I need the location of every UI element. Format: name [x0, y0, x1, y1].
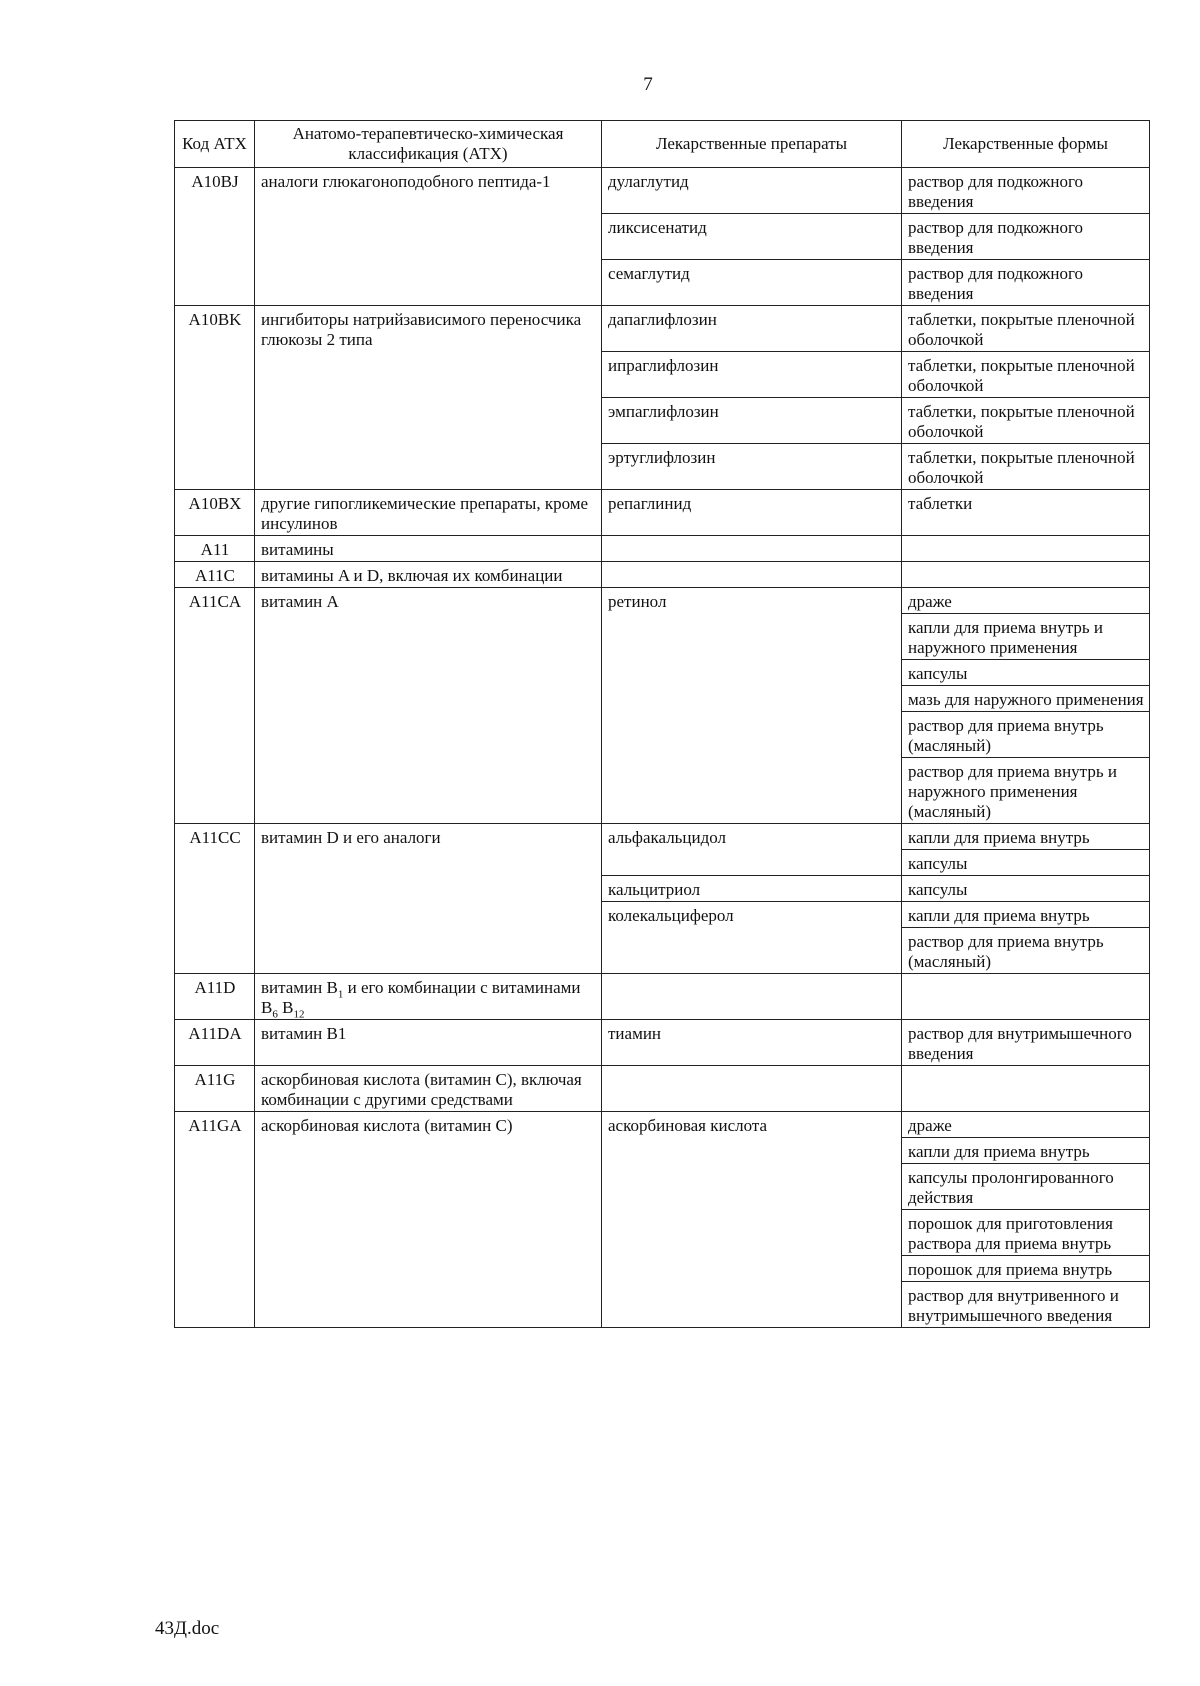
- atc-name-cell: аналоги глюкагоноподобного пептида-1: [255, 168, 602, 306]
- drug-name-cell: альфакальцидол: [602, 824, 902, 876]
- dosage-form-cell: таблетки, покрытые пленочной оболочкой: [902, 352, 1150, 398]
- drug-name-cell: эртуглифлозин: [602, 444, 902, 490]
- drug-name-cell: репаглинид: [602, 490, 902, 536]
- drug-name-cell: [602, 974, 902, 1020]
- drug-name-cell: ретинол: [602, 588, 902, 824]
- dosage-form-cell: капли для приема внутрь: [902, 1138, 1150, 1164]
- dosage-form-cell: раствор для внутривенного и внутримышечного введения: [902, 1282, 1150, 1328]
- dosage-form-cell: раствор для подкожного введения: [902, 168, 1150, 214]
- atc-name-cell: витамины A и D, включая их комбинации: [255, 562, 602, 588]
- dosage-form-cell: порошок для приема внутрь: [902, 1256, 1150, 1282]
- dosage-form-cell: капли для приема внутрь: [902, 824, 1150, 850]
- drug-name-cell: колекальциферол: [602, 902, 902, 974]
- dosage-form-cell: раствор для подкожного введения: [902, 214, 1150, 260]
- atc-name-cell: аскорбиновая кислота (витамин C), включая комбинации с другими средствами: [255, 1066, 602, 1112]
- dosage-form-cell: раствор для приема внутрь (масляный): [902, 928, 1150, 974]
- table-row: [175, 536, 1150, 562]
- drug-name-cell: дапаглифлозин: [602, 306, 902, 352]
- table-header-row: [175, 121, 1150, 168]
- dosage-form-cell: раствор для приема внутрь (масляный): [902, 712, 1150, 758]
- table-row: [175, 974, 1150, 1020]
- table-row: [175, 588, 1150, 614]
- dosage-form-cell: таблетки: [902, 490, 1150, 536]
- subscript: 6: [272, 1008, 278, 1021]
- dosage-form-cell: драже: [902, 588, 1150, 614]
- dosage-form-cell: [902, 974, 1150, 1020]
- atc-name-cell: ингибиторы натрийзависимого переносчика глюкозы 2 типа: [255, 306, 602, 490]
- atc-name-text: и его комбинации с витаминами B: [261, 978, 581, 1017]
- drug-name-cell: ликсисенатид: [602, 214, 902, 260]
- atc-name-cell: витамин D и его аналоги: [255, 824, 602, 974]
- dosage-form-cell: капли для приема внутрь: [902, 902, 1150, 928]
- atc-name-text: B: [277, 998, 294, 1017]
- dosage-form-cell: раствор для внутримышечного введения: [902, 1020, 1150, 1066]
- dosage-form-cell: драже: [902, 1112, 1150, 1138]
- header-code: Код АТХ: [175, 121, 255, 168]
- atc-name-cell: витамин B1: [255, 1020, 602, 1066]
- dosage-form-cell: мазь для наружного применения: [902, 686, 1150, 712]
- atc-name-cell: [255, 974, 602, 1020]
- table-row: [175, 1066, 1150, 1112]
- subscript: 12: [293, 1008, 305, 1021]
- dosage-form-cell: капсулы: [902, 660, 1150, 686]
- table-row: [175, 168, 1150, 214]
- dosage-form-cell: [902, 1066, 1150, 1112]
- drug-classification-table: [174, 120, 1150, 1328]
- drug-name-cell: дулаглутид: [602, 168, 902, 214]
- atc-name-cell: другие гипогликемические препараты, кроме инсулинов: [255, 490, 602, 536]
- atc-name-cell: аскорбиновая кислота (витамин C): [255, 1112, 602, 1328]
- dosage-form-cell: раствор для приема внутрь и наружного применения (масляный): [902, 758, 1150, 824]
- drug-name-cell: семаглутид: [602, 260, 902, 306]
- dosage-form-cell: капли для приема внутрь и наружного применения: [902, 614, 1150, 660]
- dosage-form-cell: капсулы: [902, 876, 1150, 902]
- header-drugs: Лекарственные препараты: [602, 121, 902, 168]
- drug-name-cell: кальцитриол: [602, 876, 902, 902]
- atc-code-cell: A11G: [175, 1066, 255, 1112]
- atc-code-cell: A10BJ: [175, 168, 255, 306]
- dosage-form-cell: таблетки, покрытые пленочной оболочкой: [902, 306, 1150, 352]
- drug-name-cell: аскорбиновая кислота: [602, 1112, 902, 1328]
- drug-name-cell: [602, 536, 902, 562]
- table-row: [175, 490, 1150, 536]
- table-body: [175, 168, 1150, 1328]
- header-forms: Лекарственные формы: [902, 121, 1150, 168]
- atc-code-cell: A11DA: [175, 1020, 255, 1066]
- header-classification: Анатомо-терапевтическо-химическая классификация (АТХ): [255, 121, 602, 168]
- dosage-form-cell: раствор для подкожного введения: [902, 260, 1150, 306]
- dosage-form-cell: таблетки, покрытые пленочной оболочкой: [902, 398, 1150, 444]
- drug-name-cell: эмпаглифлозин: [602, 398, 902, 444]
- atc-code-cell: A11: [175, 536, 255, 562]
- table-row: [175, 1112, 1150, 1138]
- atc-code-cell: A11CC: [175, 824, 255, 974]
- drug-name-cell: тиамин: [602, 1020, 902, 1066]
- dosage-form-cell: таблетки, покрытые пленочной оболочкой: [902, 444, 1150, 490]
- table-row: [175, 824, 1150, 850]
- dosage-form-cell: [902, 562, 1150, 588]
- atc-name-cell: витамины: [255, 536, 602, 562]
- atc-code-cell: A11CA: [175, 588, 255, 824]
- footer-filename: 43Д.doc: [155, 1618, 220, 1639]
- dosage-form-cell: капсулы пролонгированного действия: [902, 1164, 1150, 1210]
- table-row: [175, 1020, 1150, 1066]
- table-row: [175, 306, 1150, 352]
- subscript: 1: [337, 988, 344, 1001]
- dosage-form-cell: капсулы: [902, 850, 1150, 876]
- drug-name-cell: [602, 562, 902, 588]
- atc-code-cell: A11C: [175, 562, 255, 588]
- table-row: [175, 562, 1150, 588]
- drug-name-cell: ипраглифлозин: [602, 352, 902, 398]
- atc-name-text: витамин B: [261, 978, 338, 997]
- page-number: 7: [643, 74, 653, 95]
- atc-name-cell: витамин A: [255, 588, 602, 824]
- atc-code-cell: A10BX: [175, 490, 255, 536]
- atc-code-cell: A11D: [175, 974, 255, 1020]
- drug-name-cell: [602, 1066, 902, 1112]
- dosage-form-cell: порошок для приготовления раствора для приема внутрь: [902, 1210, 1150, 1256]
- atc-code-cell: A10BK: [175, 306, 255, 490]
- dosage-form-cell: [902, 536, 1150, 562]
- atc-code-cell: A11GA: [175, 1112, 255, 1328]
